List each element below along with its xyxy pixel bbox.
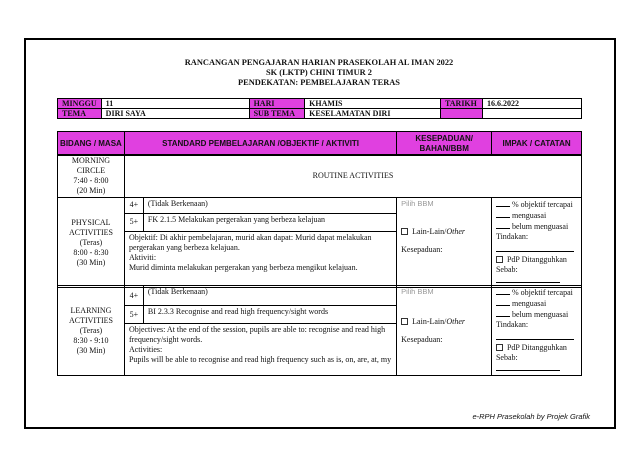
hari-label: HARI [249,99,305,109]
header-standard: STANDARD PEMBELAJARAN /OBJEKTIF / AKTIVITI [124,132,396,156]
morning-physical-table [57,154,582,288]
header-impak: IMPAK / CATATAN [492,132,582,156]
header-kesepaduan: KESEPADUAN/ BAHAN/BBM [397,132,492,156]
checkbox-icon[interactable] [496,256,503,263]
learning-impak-2: menguasai [496,298,577,309]
physical-tindakan: Tindakan: [495,232,529,241]
tema-value[interactable]: DIRI SAYA [101,109,249,119]
physical-bbm-cell [397,198,492,288]
morning-label-2: CIRCLE [76,166,106,175]
physical-impak-cell [491,198,581,288]
physical-objective-cell[interactable] [124,231,396,287]
checkbox-icon[interactable] [496,344,503,351]
physical-label-3: (Teras) [79,237,103,247]
physical-level-4: 4+ [124,198,143,214]
learning-lain-lain[interactable]: Lain-Lain/Other [401,317,487,327]
info-table [57,98,582,119]
physical-impak-1: % objektif tercapai [496,199,577,210]
minggu-value[interactable]: 11 [101,99,249,109]
morning-label-1: MORNING [71,156,111,165]
learning-label-2: ACTIVITIES [68,315,113,325]
learning-time: 8:30 - 9:10 [73,335,109,345]
physical-aktiviti-label: Aktiviti: [128,252,157,262]
learning-level-4: 4+ [124,286,143,306]
learning-pdp[interactable]: PdP Ditangguhkan [496,343,577,353]
checkbox-icon[interactable] [401,318,408,325]
tarikh-empty-label [441,109,483,119]
subtema-value[interactable]: KESELAMATAN DIRI [305,109,441,119]
physical-lain-lain[interactable]: Lain-Lain/Other [401,227,487,237]
learning-objective-cell[interactable] [124,324,396,376]
learning-table [57,285,582,376]
learning-level-5: 5+ [124,306,143,324]
physical-level-4-text[interactable]: (Tidak Berkenaan) [143,198,396,214]
tarikh-empty-value [482,109,581,119]
physical-tindakan-line[interactable] [496,242,574,252]
learning-label-cell [58,286,125,376]
morning-duration: (20 Min) [76,186,106,195]
physical-duration: (30 Min) [76,257,106,267]
physical-level-5: 5+ [124,213,143,231]
learning-level-4-text[interactable]: (Tidak Berkenaan) [143,286,396,306]
physical-sebab[interactable]: Sebab: [496,265,577,286]
learning-bbm-cell [397,286,492,376]
learning-label-3: (Teras) [79,325,103,335]
learning-objectives: Objectives: At the end of the session, pupils are able to: recognise and read high frequency/sight words. [128,325,386,344]
learning-impak-3: belum menguasai [496,309,577,320]
learning-impak-cell [491,286,581,376]
physical-label-2: ACTIVITIES [68,227,113,237]
morning-label-cell [58,155,125,198]
learning-sebab[interactable]: Sebab: [496,353,577,374]
physical-bbm-select[interactable]: Pilih BBM [401,199,434,208]
tarikh-value[interactable]: 16.6.2022 [482,99,581,109]
header-table [57,131,582,156]
physical-aktiviti: Murid diminta melakukan pergerakan yang berbeza mengikut kelajuan. [128,262,358,272]
learning-activities-label: Activities: [128,345,163,354]
physical-label-cell [58,198,125,288]
tema-label: TEMA [58,109,102,119]
physical-objektif: Objektif: Di akhir pembelajaran, murid akan dapat: Murid dapat melakukan pergerakan yang berbeza kelajuan. [128,232,372,252]
learning-duration: (30 Min) [76,345,106,355]
physical-impak-2: menguasai [496,210,577,221]
morning-time: 7:40 - 8:00 [73,176,109,185]
checkbox-icon[interactable] [401,228,408,235]
document-title: RANCANGAN PENGAJARAN HARIAN PRASEKOLAH AL IMAN 2022 [184,58,454,67]
physical-label-1: PHYSICAL [71,217,111,227]
tarikh-label: TARIKH [441,99,483,109]
learning-activities: Pupils will be able to recognise and read high frequency such as is, on, are, at, my [128,355,392,364]
learning-impak-1: % objektif tercapai [496,287,577,298]
learning-tindakan: Tindakan: [495,320,529,329]
morning-content: ROUTINE ACTIVITIES [124,155,581,198]
learning-kesepaduan: Kesepaduan: [401,335,443,344]
school-name: SK (LKTP) CHINI TIMUR 2 [266,68,372,77]
subtema-label: SUB TEMA [249,109,305,119]
learning-tindakan-line[interactable] [496,330,574,340]
physical-impak-3: belum menguasai [496,221,577,232]
header-bidang: BIDANG / MASA [58,132,125,156]
physical-kesepaduan: Kesepaduan: [401,245,443,254]
minggu-label: MINGGU [58,99,102,109]
hari-value[interactable]: KHAMIS [305,99,441,109]
footer-credit: e-RPH Prasekolah by Projek Grafik [472,412,590,421]
physical-pdp[interactable]: PdP Ditangguhkan [496,255,577,265]
physical-level-5-text[interactable]: FK 2.1.5 Melakukan pergerakan yang berbeza kelajuan [143,213,396,231]
physical-time: 8:00 - 8:30 [73,247,109,257]
learning-level-5-text[interactable]: BI 2.3.3 Recognise and read high frequency/sight words [143,306,396,324]
approach-title: PENDEKATAN: PEMBELAJARAN TERAS [238,78,400,87]
learning-label-1: LEARNING [70,305,112,315]
learning-bbm-select[interactable]: Pilih BBM [401,287,434,296]
